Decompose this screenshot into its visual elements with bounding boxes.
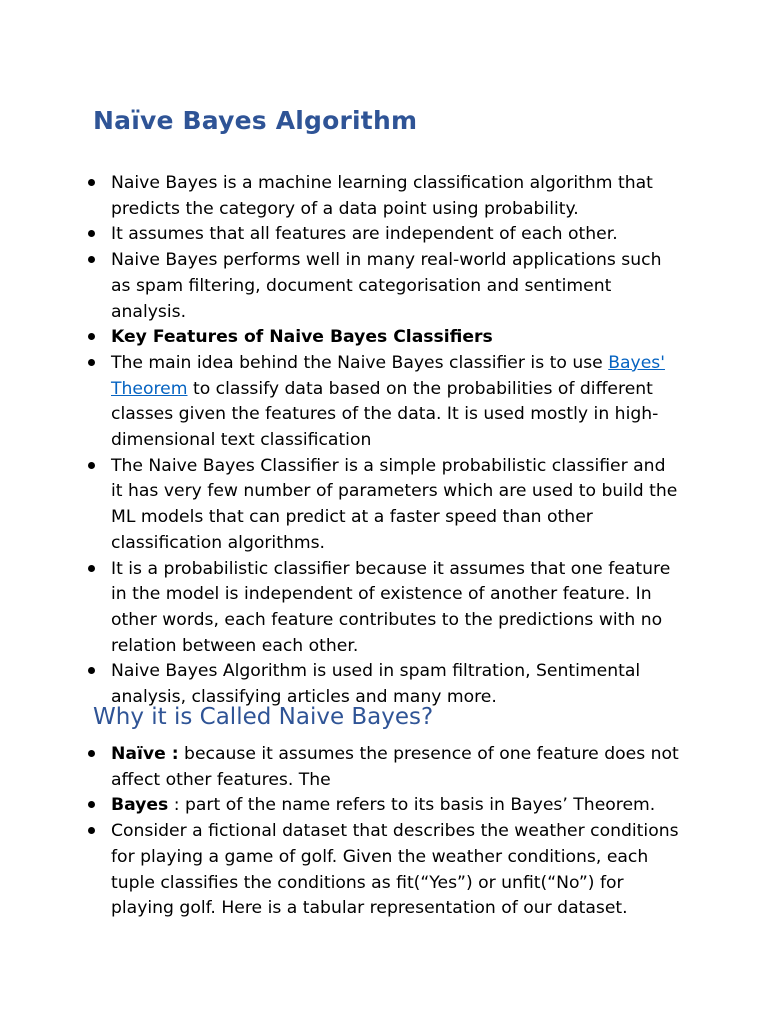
bullet-text-before-link: The main idea behind the Naive Bayes classifier is to use [111, 352, 609, 373]
list-item [0, 557, 681, 660]
bullet-text: Consider a fictional dataset that describes the weather conditions for playing a game of golf. Given the weather conditions, each tuple classifies the conditions as fit(“Yes”) or unfit(“No”) for playing golf. Here is a tabular representation of our dataset. [111, 821, 679, 919]
bullet-icon [88, 667, 95, 674]
bullet-text: Naive Bayes Algorithm is used in spam filtration, Sentimental analysis, classifying articles and many more. [111, 661, 641, 708]
naive-term: Naïve : [111, 744, 179, 764]
bullet-text: It assumes that all features are independent of each other. [111, 224, 618, 245]
bullet-icon [88, 462, 95, 469]
list-item [0, 351, 681, 454]
bullet-icon [88, 359, 95, 366]
bullet-icon [88, 256, 95, 263]
naming-bullet-list [0, 742, 768, 922]
list-item [0, 171, 681, 222]
bullet-icon [88, 179, 95, 186]
document-title: Naïve Bayes Algorithm [93, 106, 418, 135]
key-features-heading: Key Features of Naive Bayes Classifiers [111, 327, 493, 348]
list-item [0, 325, 681, 351]
bullet-icon [88, 565, 95, 572]
bullet-icon [88, 230, 95, 237]
bullet-text: : part of the name refers to its basis in Bayes’ Theorem. [168, 795, 656, 816]
bullet-icon [88, 750, 95, 757]
bayes-term: Bayes [111, 795, 169, 816]
bullet-icon [88, 801, 95, 808]
section-heading: Why it is Called Naive Bayes? [93, 704, 434, 730]
bullet-text: Naive Bayes is a machine learning classification algorithm that predicts the category of a data point using probability. [111, 173, 653, 219]
list-item [0, 793, 681, 819]
bullet-text: The Naive Bayes Classifier is a simple probabilistic classifier and it has very few number of parameters which are used to build the ML models that can predict at a faster speed than other classification algorithms. [111, 455, 678, 553]
bullet-text: because it assumes the presence of one feature does not affect other features. The [111, 744, 679, 790]
list-item [0, 222, 681, 248]
list-item [0, 819, 681, 922]
list-item [0, 742, 681, 793]
bullet-icon [88, 333, 95, 340]
bullet-icon [88, 827, 95, 834]
overview-bullet-list [0, 171, 768, 711]
bullet-text: Naive Bayes performs well in many real-world applications such as spam filtering, document categorisation and sentiment analysis. [111, 250, 662, 322]
list-item [0, 248, 681, 325]
bullet-text: It is a probabilistic classifier because it assumes that one feature in the model is independent of existence of another feature. In other words, each feature contributes to the predictions with no relation between each other. [111, 558, 671, 656]
bayes-theorem-link[interactable]: Bayes' Theorem [111, 352, 665, 399]
list-item [0, 454, 681, 557]
bullet-text-after-link: to classify data based on the probabilities of different classes given the features of the data. It is used mostly in high-dimensional text classification [111, 378, 659, 451]
